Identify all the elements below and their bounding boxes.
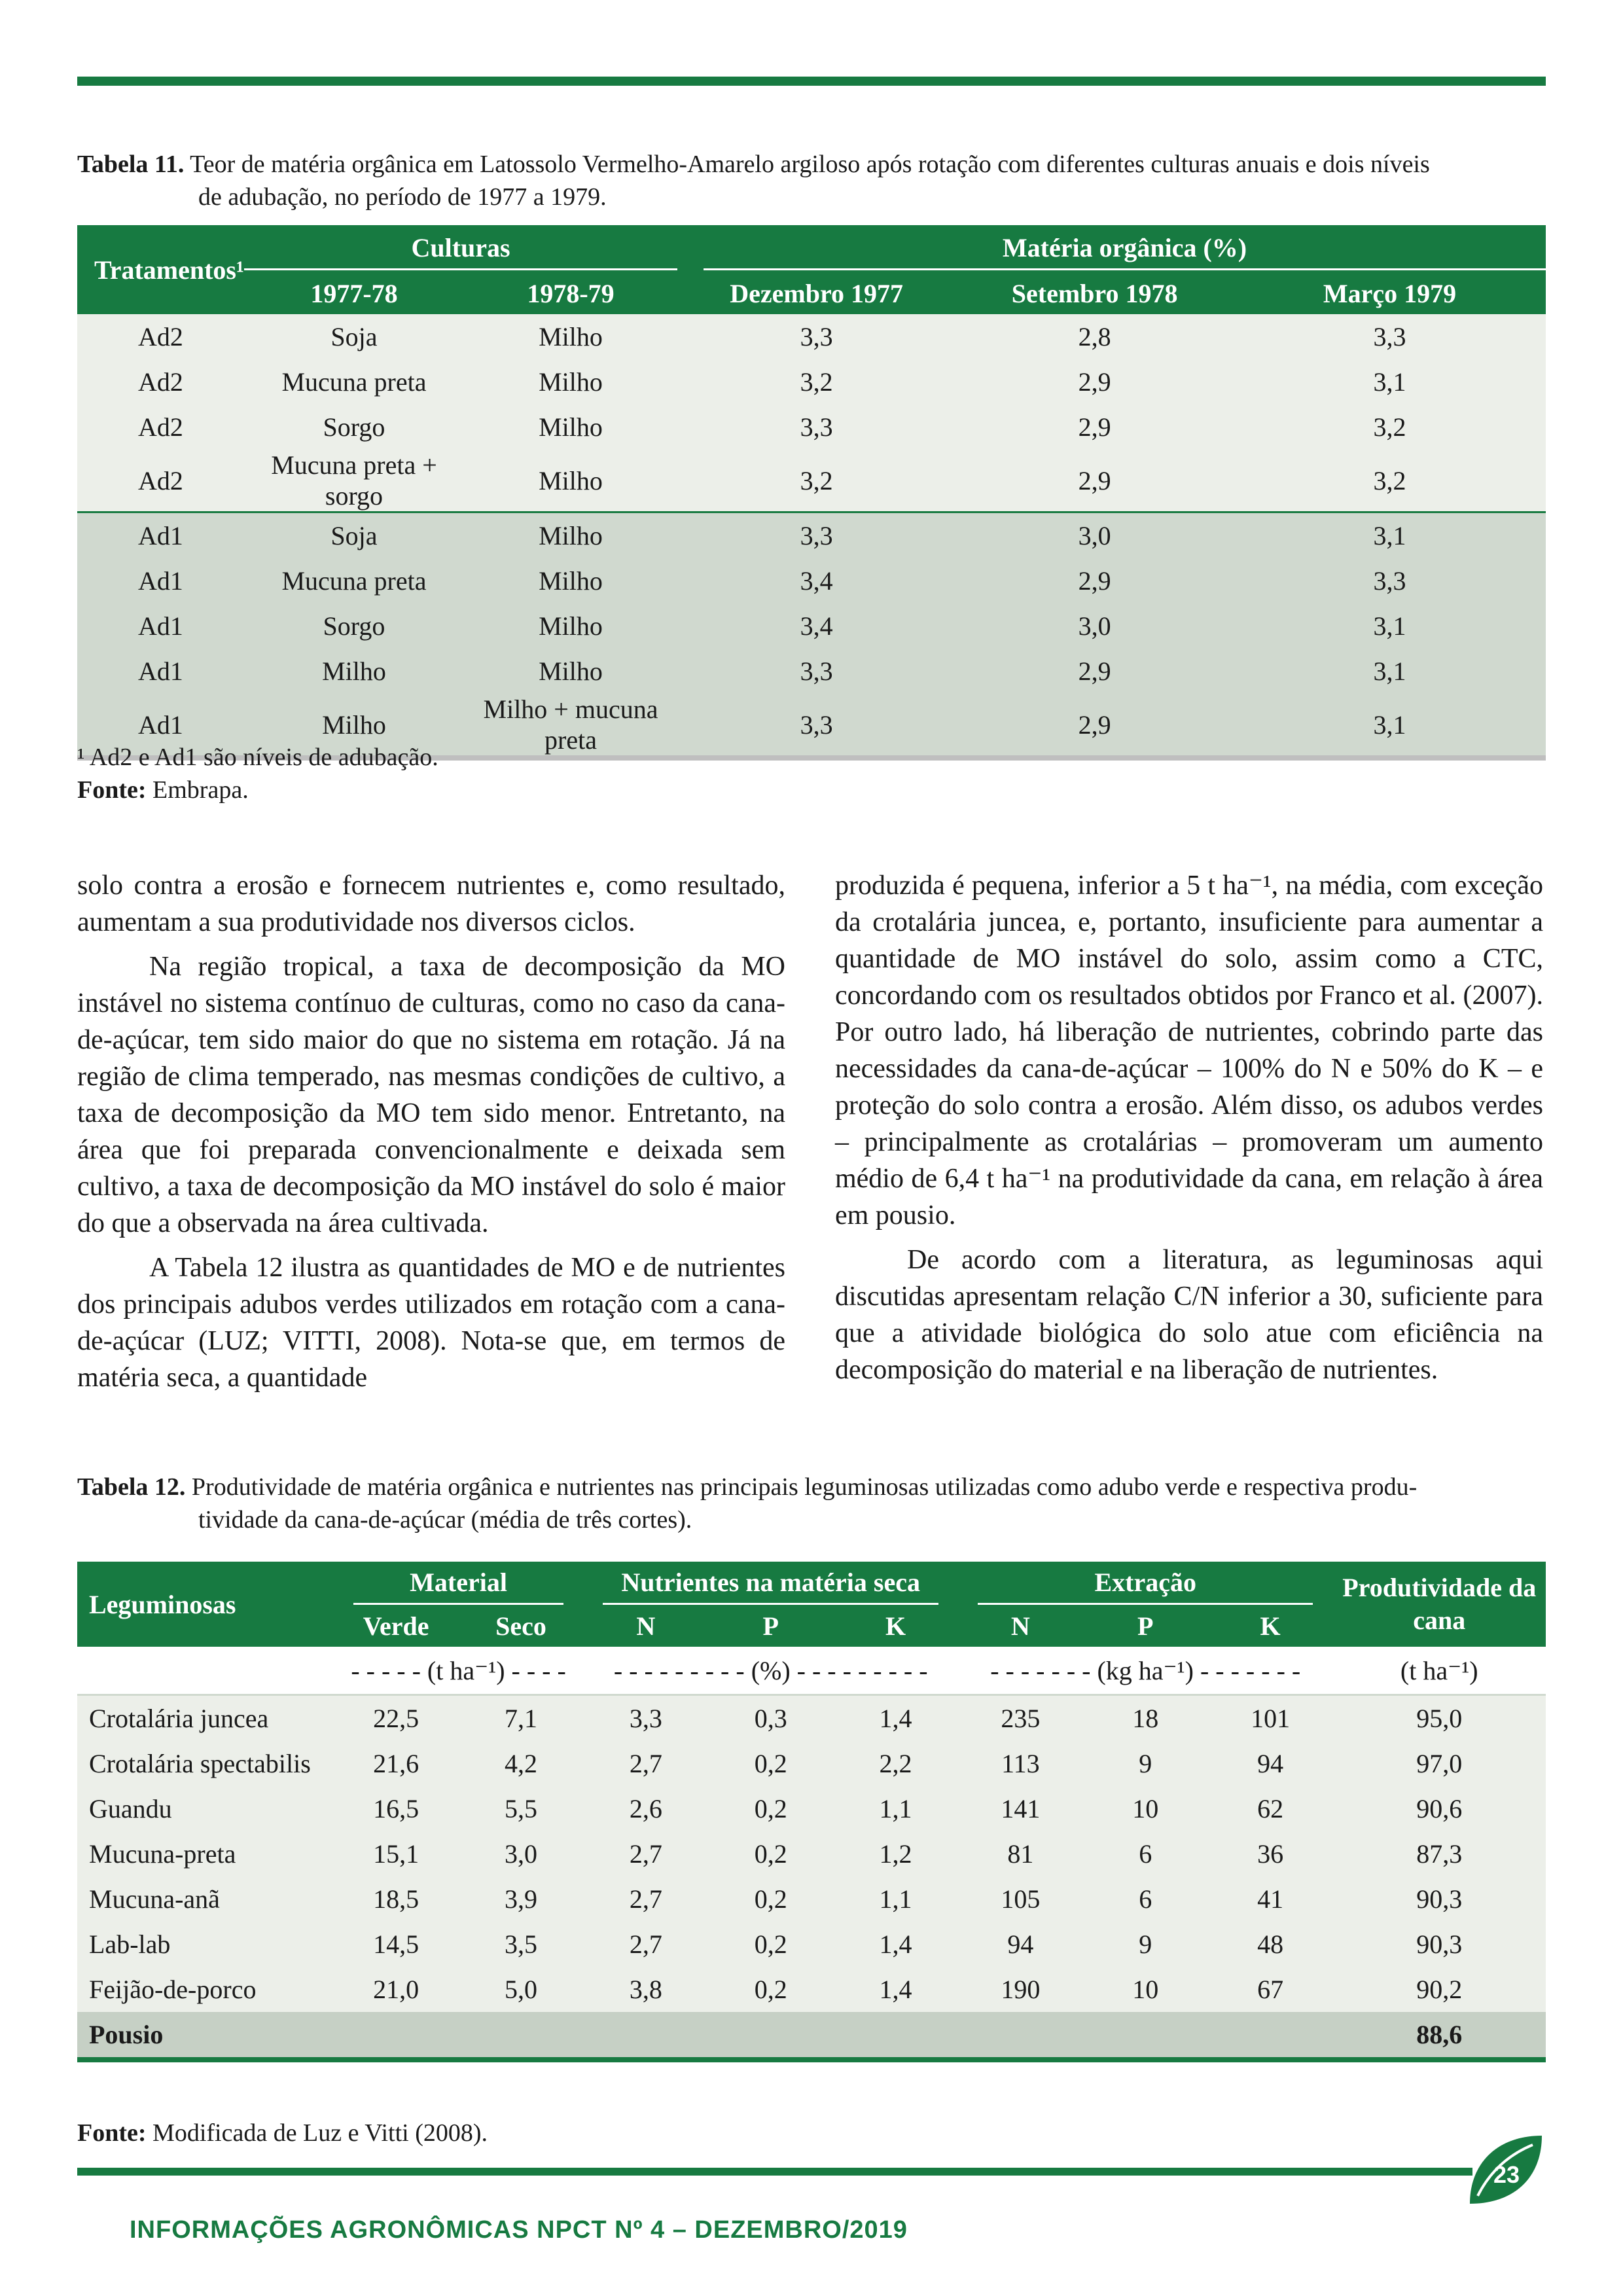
header-materia-organica: Matéria orgânica (%): [677, 225, 1546, 272]
table-row-pousio: [77, 2012, 1546, 2060]
header-k: K: [833, 1605, 958, 1647]
table-row: Mucuna-anã 18,5 3,9 2,7 0,2 1,1 105 6 41 90,3: [77, 1876, 1546, 1922]
paragraph: produzida é pequena, inferior a 5 t ha⁻¹, na média, com exceção da crotalária juncea, e, portanto, insuficiente para aumentar a quantidade de MO instável do solo, assim como a CTC, concordando com os resultados obtidos por Franco et al. (2007). Por outro lado, há liberação de nutrientes, cobrindo parte das necessidades da cana-de-açúcar – 100% do N e 50% do K – e proteção do solo contra a erosão. Além disso, os adubos verdes – principalmente as crotalárias – promoveram um aumento médio de 6,4 t ha⁻¹ na produtividade da cana, em relação à área em pousio.: [835, 870, 1543, 1230]
table-row: Mucuna-preta 15,1 3,0 2,7 0,2 1,2 81 6 36 87,3: [77, 1831, 1546, 1876]
table12-caption: [77, 1471, 1546, 1536]
paragraph: Na região tropical, a taxa de decomposição da MO instável no sistema contínuo de culturas, como no caso da cana-de-açúcar, tem sido maior do que no sistema em rotação. Já na região de clima temperado, nas mesmas condições de cultivo, a taxa de decomposição da MO tem sido menor. Entretanto, na área que foi preparada convencionalmente e deixada sem cultivo, a taxa de decomposição da MO instável do solo é maior do que a observada na área cultivada.: [77, 952, 785, 1238]
top-rule: [77, 77, 1546, 86]
table-row: Ad2 Mucuna preta + sorgo Milho 3,2 2,9 3,2: [77, 450, 1546, 512]
body-column-left: [77, 867, 785, 1396]
header-culturas: Culturas: [244, 225, 677, 272]
table-row: Ad1 Soja Milho 3,3 3,0 3,1: [77, 512, 1546, 559]
paragraph: A Tabela 12 ilustra as quantidades de MO e de nutrientes dos principais adubos verdes utilizados em rotação com a cana-de-açúcar (LUZ; VITTI, 2008). Nota-se que, em termos de matéria seca, a quantidade: [77, 1253, 785, 1393]
header-1977-78: 1977-78: [244, 272, 464, 314]
header-produtividade: Produtividade da cana: [1332, 1562, 1546, 1647]
units-extracao: - - - - - - - (kg ha⁻¹) - - - - - - -: [958, 1647, 1333, 1695]
table11-caption: [77, 148, 1546, 213]
table-row: Crotalária juncea 22,5 7,1 3,3 0,3 1,4 235 18 101 95,0: [77, 1695, 1546, 1742]
header-leguminosas: Leguminosas: [77, 1562, 334, 1647]
source-label: Fonte:: [77, 2119, 147, 2147]
paragraph: De acordo com a literatura, as leguminosas aqui discutidas apresentam relação C/N inferior a 30, suficiente para que a atividade biológica do solo atue com eficiência na decomposição do material e na liberação de nutrientes.: [835, 1245, 1543, 1385]
source-text: Embrapa.: [152, 776, 249, 804]
table11-footnote: ¹ Ad2 e Ad1 são níveis de adubação.: [77, 744, 438, 771]
units-produtividade: (t ha⁻¹): [1332, 1647, 1546, 1695]
header-extracao: Extração: [958, 1562, 1333, 1605]
header-nutrientes: Nutrientes na matéria seca: [583, 1562, 958, 1605]
table-row: Ad1 Milho Milho + mucuna preta 3,3 2,9 3,1: [77, 694, 1546, 758]
table11-source: [77, 774, 249, 806]
units-material: - - - - - (t ha⁻¹) - - - -: [334, 1647, 584, 1695]
header-n: N: [583, 1605, 708, 1647]
table11-caption-line2: de adubação, no período de 1977 a 1979.: [198, 183, 607, 211]
table12-caption-line2: tividade da cana-de-açúcar (média de três cortes).: [198, 1506, 692, 1534]
table12-caption-line1: Produtividade de matéria orgânica e nutrientes nas principais leguminosas utilizadas como adubo verde e respectiva produ-: [191, 1473, 1418, 1501]
source-text: Modificada de Luz e Vitti (2008).: [152, 2119, 488, 2147]
body-column-right: [835, 867, 1543, 1388]
table12-label: Tabela 12.: [77, 1473, 186, 1501]
header-setembro-1978: Setembro 1978: [955, 272, 1234, 314]
header-p-extracao: P: [1083, 1605, 1208, 1647]
table-row: Ad1 Milho Milho 3,3 2,9 3,1: [77, 649, 1546, 694]
pousio-label: Pousio: [77, 2012, 334, 2060]
table-row: Ad1 Mucuna preta Milho 3,4 2,9 3,3: [77, 558, 1546, 603]
source-label: Fonte:: [77, 776, 147, 804]
header-marco-1979: Março 1979: [1234, 272, 1546, 314]
paragraph: solo contra a erosão e fornecem nutrientes e, como resultado, aumentam a sua produtividade nos diversos ciclos.: [77, 870, 785, 937]
units-nutrientes: - - - - - - - - - (%) - - - - - - - - -: [583, 1647, 958, 1695]
table-row: Guandu 16,5 5,5 2,6 0,2 1,1 141 10 62 90,6: [77, 1786, 1546, 1831]
table-row: Feijão-de-porco 21,0 5,0 3,8 0,2 1,4 190 10 67 90,2: [77, 1967, 1546, 2012]
header-n-extracao: N: [958, 1605, 1083, 1647]
pousio-value: 88,6: [1332, 2012, 1546, 2060]
header-1978-79: 1978-79: [464, 272, 677, 314]
page-number: 23: [1493, 2161, 1520, 2188]
header-k-extracao: K: [1208, 1605, 1333, 1647]
table-row: Ad2 Sorgo Milho 3,3 2,9 3,2: [77, 404, 1546, 450]
footer-rule: [77, 2168, 1472, 2176]
table-row: Crotalária spectabilis 21,6 4,2 2,7 0,2 2,2 113 9 94 97,0: [77, 1741, 1546, 1786]
table11-caption-line1: Teor de matéria orgânica em Latossolo Vermelho-Amarelo argiloso após rotação com diferentes culturas anuais e dois níveis: [190, 151, 1430, 178]
header-seco: Seco: [459, 1605, 584, 1647]
table-row: Ad1 Sorgo Milho 3,4 3,0 3,1: [77, 603, 1546, 649]
table12: [77, 1562, 1546, 2062]
table11: [77, 225, 1546, 761]
table-row: Ad2 Mucuna preta Milho 3,2 2,9 3,1: [77, 359, 1546, 404]
table-row: Lab-lab 14,5 3,5 2,7 0,2 1,4 94 9 48 90,3: [77, 1922, 1546, 1967]
header-p: P: [708, 1605, 833, 1647]
header-material: Material: [334, 1562, 584, 1605]
header-verde: Verde: [334, 1605, 459, 1647]
table11-label: Tabela 11.: [77, 151, 185, 178]
table-row: Ad2 Soja Milho 3,3 2,8 3,3: [77, 314, 1546, 359]
header-tratamentos: Tratamentos¹: [77, 225, 244, 314]
footer-title: INFORMAÇÕES AGRONÔMICAS NPCT Nº 4 – DEZEMBRO/2019: [130, 2216, 908, 2244]
header-dezembro-1977: Dezembro 1977: [677, 272, 955, 314]
table12-source: [77, 2119, 488, 2147]
